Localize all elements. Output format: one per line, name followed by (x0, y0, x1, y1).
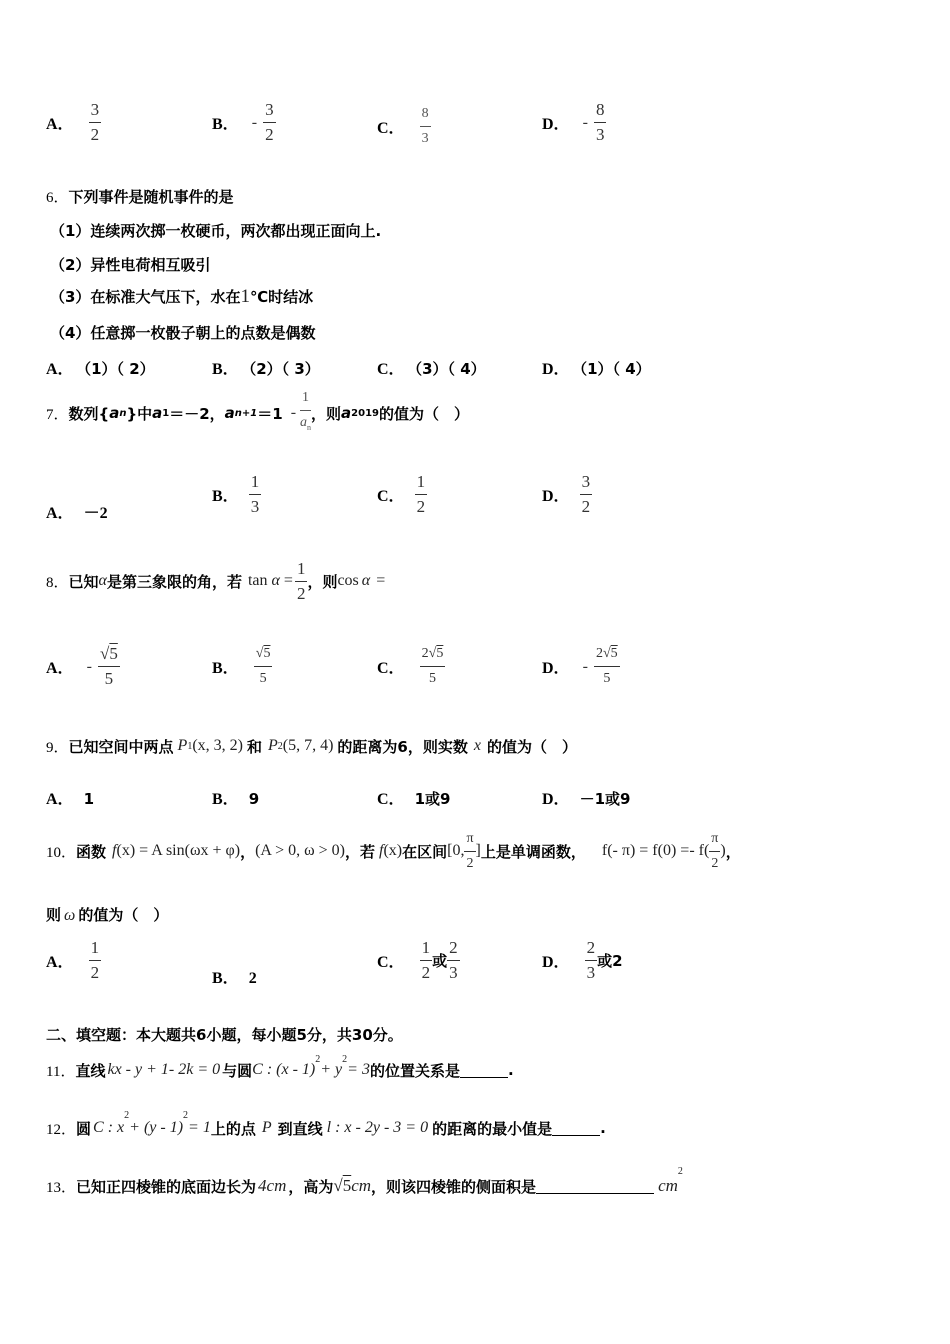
q8-option-b[interactable]: B． $\frac{√5}{5}$ (212, 646, 271, 686)
answer-blank[interactable] (460, 1063, 508, 1078)
q11-stem: 11． 直线 kx - y + 1- 2k = 0 与圆 C : (x - 1) $^2$ + y $^2$ = 3 的位置关系是 . (46, 1054, 514, 1080)
q10-option-a[interactable]: A． $\frac{1}{2}$ (46, 938, 100, 982)
q10-option-c[interactable]: C． $\frac{1}{2}$ 或 $\frac{2}{3}$ (377, 938, 458, 982)
minus-sign: - (582, 113, 588, 131)
q8-option-a[interactable]: A． - $\frac{√5}{5}$ (46, 644, 118, 688)
option-label: C． (377, 120, 405, 137)
q7-option-a[interactable]: A． －2 (46, 505, 108, 522)
q7-stem: 7． 数列{ a n }中 a 1 ＝－2， a n+1 ＝1 - $\frac{1}{a_n}$ ，则 a 2019 的值为（ ） (46, 388, 469, 438)
q8-option-d[interactable]: D． - $\frac{2√5}{5}$ (542, 646, 618, 686)
minus-sign: - (251, 113, 258, 131)
option-label: A． (46, 116, 74, 133)
q6-item-3: （3）在标准大气压下，水在1℃时结冰 (50, 286, 314, 307)
q6-stem (46, 186, 234, 207)
fraction: $\frac{3}{2}$ (265, 100, 274, 144)
q12-stem: 12． 圆 C : x $^2$ + (y - 1) $^2$ = 1 上的点 P 到直线 l : x - 2y - 3 = 0 的距离的最小值是 . (46, 1110, 606, 1138)
q8-stem: 8． 已知 α 是第三象限的角，若 tan α = $\frac{1}{2}$ ，则 cos α = (46, 558, 386, 603)
answer-blank[interactable] (536, 1179, 654, 1194)
q9-stem: 9． 已知空间中两点 P 1 (x, 3, 2) 和 P 2 (5, 7, 4) 的距离为6，则实数 x 的值为（ ） (46, 737, 577, 756)
fraction: $\frac{8}{3}$ (421, 106, 429, 146)
q8-option-c[interactable]: C． $\frac{2√5}{5}$ (377, 646, 444, 686)
q7-option-c[interactable]: C． $\frac{1}{2}$ (377, 472, 426, 516)
answer-blank[interactable] (552, 1121, 600, 1136)
q6-option-c[interactable]: C． （3）（ 4） (377, 360, 486, 378)
q6-option-b[interactable]: B． （2）（ 3） (212, 360, 320, 378)
q6-item-2: （2）异性电荷相互吸引 (50, 256, 211, 274)
q10-stem: 10． 函数 f (x) = A sin(ωx + φ) ， (A > 0, ω > 0) ，若 f (x) 在区间 [0, $\frac{\pi}{2}$ ] 上是单调函数， f(- π) = f(0) =- f( $\frac{\pi}{2}$ ) ， (46, 830, 741, 871)
q9-option-a[interactable]: A． 1 (46, 790, 94, 808)
q10-stem-line2: 则 ω 的值为（ ） (46, 906, 169, 924)
q10-option-b[interactable]: B． 2 (212, 970, 257, 987)
q7-option-d[interactable]: D． $\frac{3}{2}$ (542, 472, 591, 516)
q7-option-b[interactable]: B． $\frac{1}{3}$ (212, 472, 260, 516)
q9-option-c[interactable]: C． 1或9 (377, 790, 451, 808)
option-label: D． (542, 116, 570, 133)
fraction: $\frac{1}{a_n}$ (300, 390, 312, 432)
q13-stem: 13． 已知正四棱锥的底面边长为 4cm ，高为 √5 cm ，则该四棱锥的侧面积是 cm $^2$ (46, 1166, 683, 1196)
question-text: 下列事件是随机事件的是 (68, 188, 234, 206)
question-number: 6． (46, 190, 69, 206)
fraction: $\frac{8}{3}$ (595, 100, 605, 144)
option-label: B． (212, 116, 239, 133)
q6-item-4: （4）任意掷一枚骰子朝上的点数是偶数 (50, 324, 316, 342)
q5-option-b[interactable] (212, 100, 276, 145)
fraction: $\frac{3}{2}$ (90, 100, 100, 144)
section-heading: 二、填空题：本大题共6小题，每小题5分，共30分。 (46, 1026, 403, 1044)
q9-option-d[interactable]: D． －1或9 (542, 790, 631, 808)
q6-item-1: （1）连续两次掷一枚硬币，两次都出现正面向上. (50, 222, 382, 240)
q5-option-d[interactable] (542, 100, 606, 145)
q5-option-c[interactable] (377, 104, 431, 149)
q10-option-d[interactable]: D． $\frac{2}{3}$ 或2 (542, 938, 623, 982)
temperature-value: 1 (240, 286, 250, 307)
q6-option-a[interactable]: A． （1）（ 2） (46, 360, 155, 378)
q5-option-a[interactable] (46, 100, 101, 145)
q9-option-b[interactable]: B． 9 (212, 790, 260, 808)
q6-option-d[interactable]: D． （1）（ 4） (542, 360, 651, 378)
